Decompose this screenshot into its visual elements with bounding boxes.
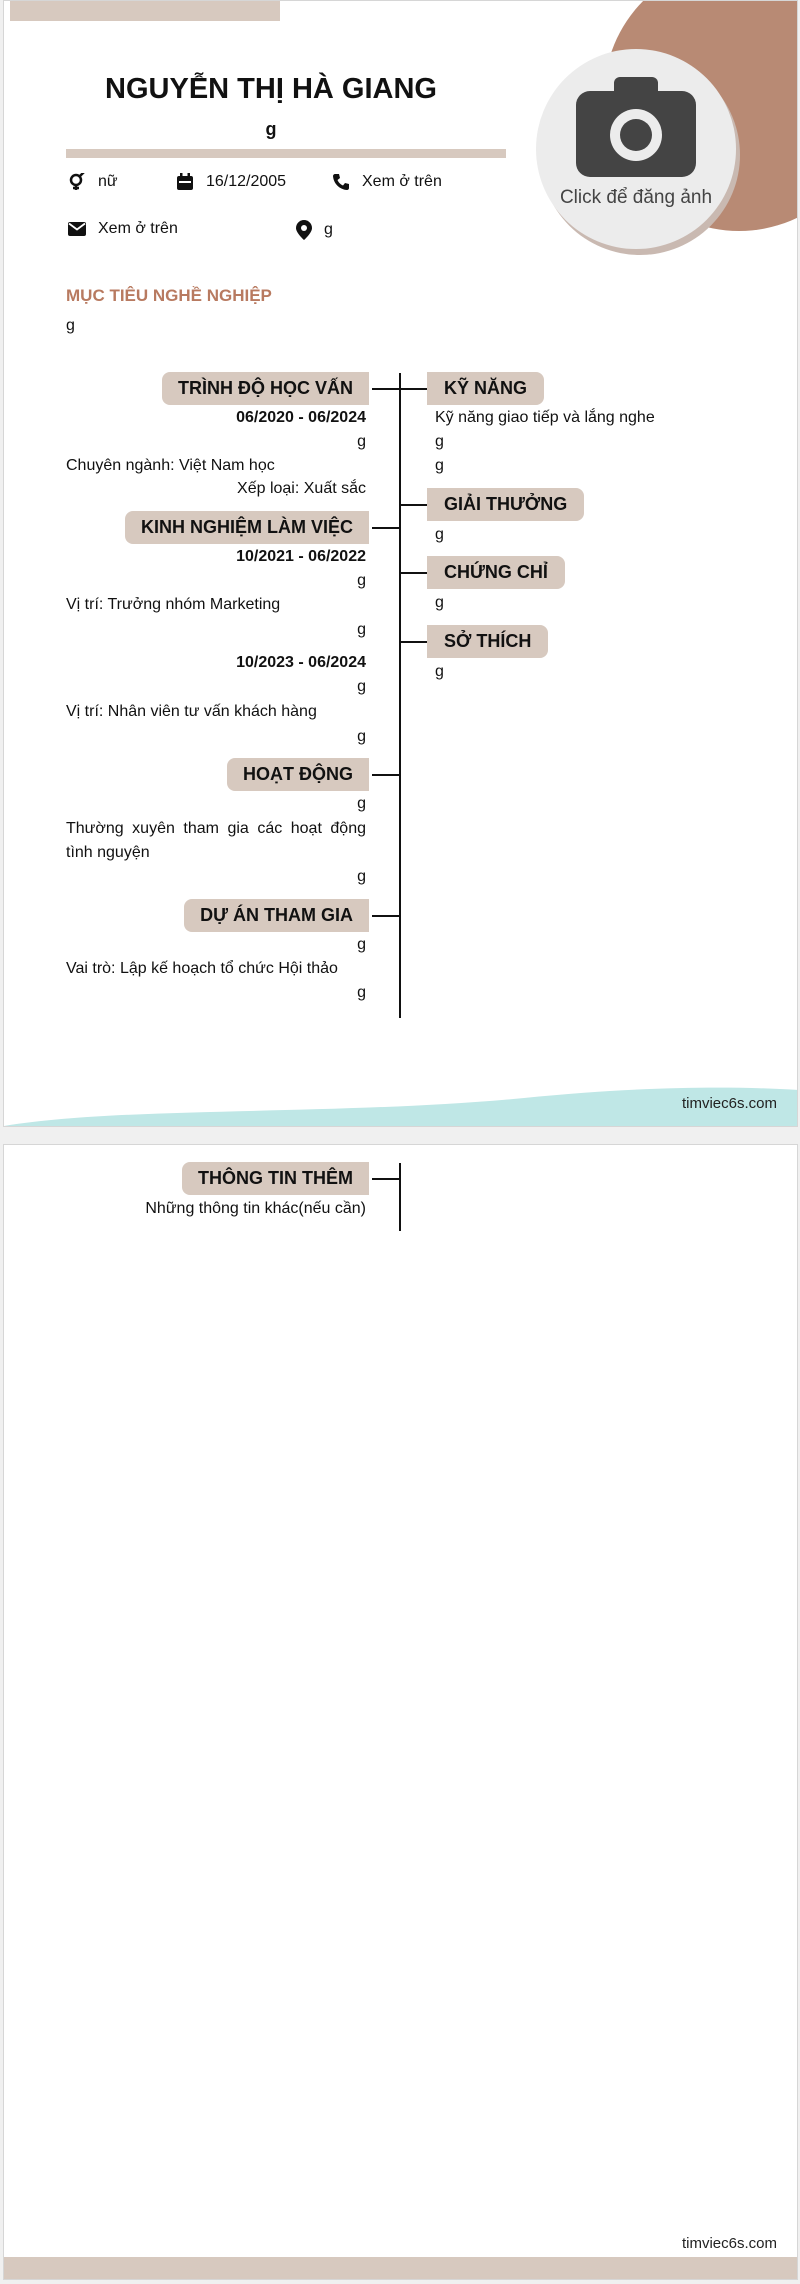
experience-company[interactable]: g bbox=[357, 572, 366, 589]
info-address bbox=[296, 220, 333, 240]
additional-text[interactable]: Những thông tin khác(nếu cần) bbox=[145, 1200, 366, 1217]
skill-item[interactable]: Kỹ năng giao tiếp và lắng nghe bbox=[435, 409, 655, 426]
activities-title: HOẠT ĐỘNG bbox=[227, 758, 369, 791]
footer-wave bbox=[4, 1076, 798, 1127]
gender-icon bbox=[68, 173, 86, 191]
timeline-connector bbox=[400, 572, 428, 574]
top-decoration-bar bbox=[10, 1, 280, 21]
projects-title: DỰ ÁN THAM GIA bbox=[184, 899, 369, 932]
calendar-icon bbox=[176, 173, 194, 191]
location-pin-icon bbox=[296, 220, 312, 240]
projects-detail[interactable]: g bbox=[357, 984, 366, 1001]
experience-description[interactable]: g bbox=[357, 728, 366, 745]
timeline-connector bbox=[372, 1178, 400, 1180]
certificates-text[interactable]: g bbox=[435, 594, 444, 611]
photo-caption: Click để đăng ảnh bbox=[559, 187, 713, 208]
timeline-connector bbox=[400, 388, 428, 390]
projects-name[interactable]: g bbox=[357, 936, 366, 953]
timeline-connector bbox=[400, 641, 428, 643]
phone-value[interactable]: Xem ở trên bbox=[362, 173, 442, 190]
education-major[interactable]: Chuyên ngành: Việt Nam học bbox=[66, 457, 275, 474]
skills-title: KỸ NĂNG bbox=[427, 372, 544, 405]
timeline-vertical-line bbox=[399, 1163, 401, 1231]
candidate-name[interactable]: NGUYỄN THỊ HÀ GIANG bbox=[105, 73, 437, 105]
timeline-connector bbox=[400, 504, 428, 506]
timeline-connector bbox=[372, 527, 400, 529]
awards-title: GIẢI THƯỞNG bbox=[427, 488, 584, 521]
experience-period[interactable]: 10/2023 - 06/2024 bbox=[236, 654, 366, 671]
bottom-decoration-bar bbox=[4, 2257, 797, 2279]
experience-description[interactable]: g bbox=[357, 621, 366, 638]
cv-page-2 bbox=[3, 1144, 798, 2280]
info-email bbox=[68, 220, 178, 238]
education-title: TRÌNH ĐỘ HỌC VẤN bbox=[162, 372, 369, 405]
objective-title: MỤC TIÊU NGHỀ NGHIỆP bbox=[66, 286, 272, 305]
email-value[interactable]: Xem ở trên bbox=[98, 220, 178, 237]
activities-org[interactable]: g bbox=[357, 795, 366, 812]
timeline-vertical-line bbox=[399, 373, 401, 1018]
address-value[interactable]: g bbox=[324, 221, 333, 238]
job-title[interactable]: g bbox=[265, 119, 277, 139]
timeline-connector bbox=[372, 774, 400, 776]
skill-item[interactable]: g bbox=[435, 457, 444, 474]
name-underline-bar bbox=[66, 149, 506, 158]
birthday-value[interactable]: 16/12/2005 bbox=[206, 173, 287, 190]
gender-value[interactable]: nữ bbox=[98, 173, 118, 190]
education-grade[interactable]: Xếp loại: Xuất sắc bbox=[237, 480, 366, 497]
skill-item[interactable]: g bbox=[435, 433, 444, 450]
timeline-connector bbox=[372, 915, 400, 917]
awards-text[interactable]: g bbox=[435, 526, 444, 543]
email-icon bbox=[68, 222, 86, 236]
experience-position[interactable]: Vị trí: Nhân viên tư vấn khách hàng bbox=[66, 703, 317, 720]
additional-title: THÔNG TIN THÊM bbox=[182, 1162, 369, 1195]
objective-text[interactable]: g bbox=[66, 317, 75, 334]
experience-title: KINH NGHIỆM LÀM VIỆC bbox=[125, 511, 369, 544]
education-school[interactable]: g bbox=[357, 433, 366, 450]
camera-icon bbox=[576, 77, 696, 177]
education-period[interactable]: 06/2020 - 06/2024 bbox=[236, 409, 366, 426]
cv-page-1 bbox=[3, 0, 798, 1127]
activities-description[interactable]: Thường xuyên tham gia các hoạt động tình nguyện bbox=[66, 820, 366, 861]
experience-period[interactable]: 10/2021 - 06/2022 bbox=[236, 548, 366, 565]
info-birthday bbox=[176, 173, 286, 191]
certificates-title: CHỨNG CHỈ bbox=[427, 556, 565, 589]
experience-position[interactable]: Vị trí: Trưởng nhóm Marketing bbox=[66, 596, 281, 613]
hobbies-title: SỞ THÍCH bbox=[427, 625, 548, 658]
photo-upload[interactable] bbox=[536, 49, 736, 249]
experience-company[interactable]: g bbox=[357, 678, 366, 695]
timeline-connector bbox=[372, 388, 400, 390]
info-phone bbox=[332, 173, 442, 191]
footer-site: timviec6s.com bbox=[681, 1095, 777, 1112]
info-gender bbox=[68, 173, 118, 191]
phone-icon bbox=[332, 173, 350, 191]
footer-site: timviec6s.com bbox=[681, 2235, 777, 2252]
hobbies-text[interactable]: g bbox=[435, 663, 444, 680]
activities-detail[interactable]: g bbox=[357, 868, 366, 885]
projects-role[interactable]: Vai trò: Lập kế hoạch tổ chức Hội thảo bbox=[66, 960, 338, 977]
